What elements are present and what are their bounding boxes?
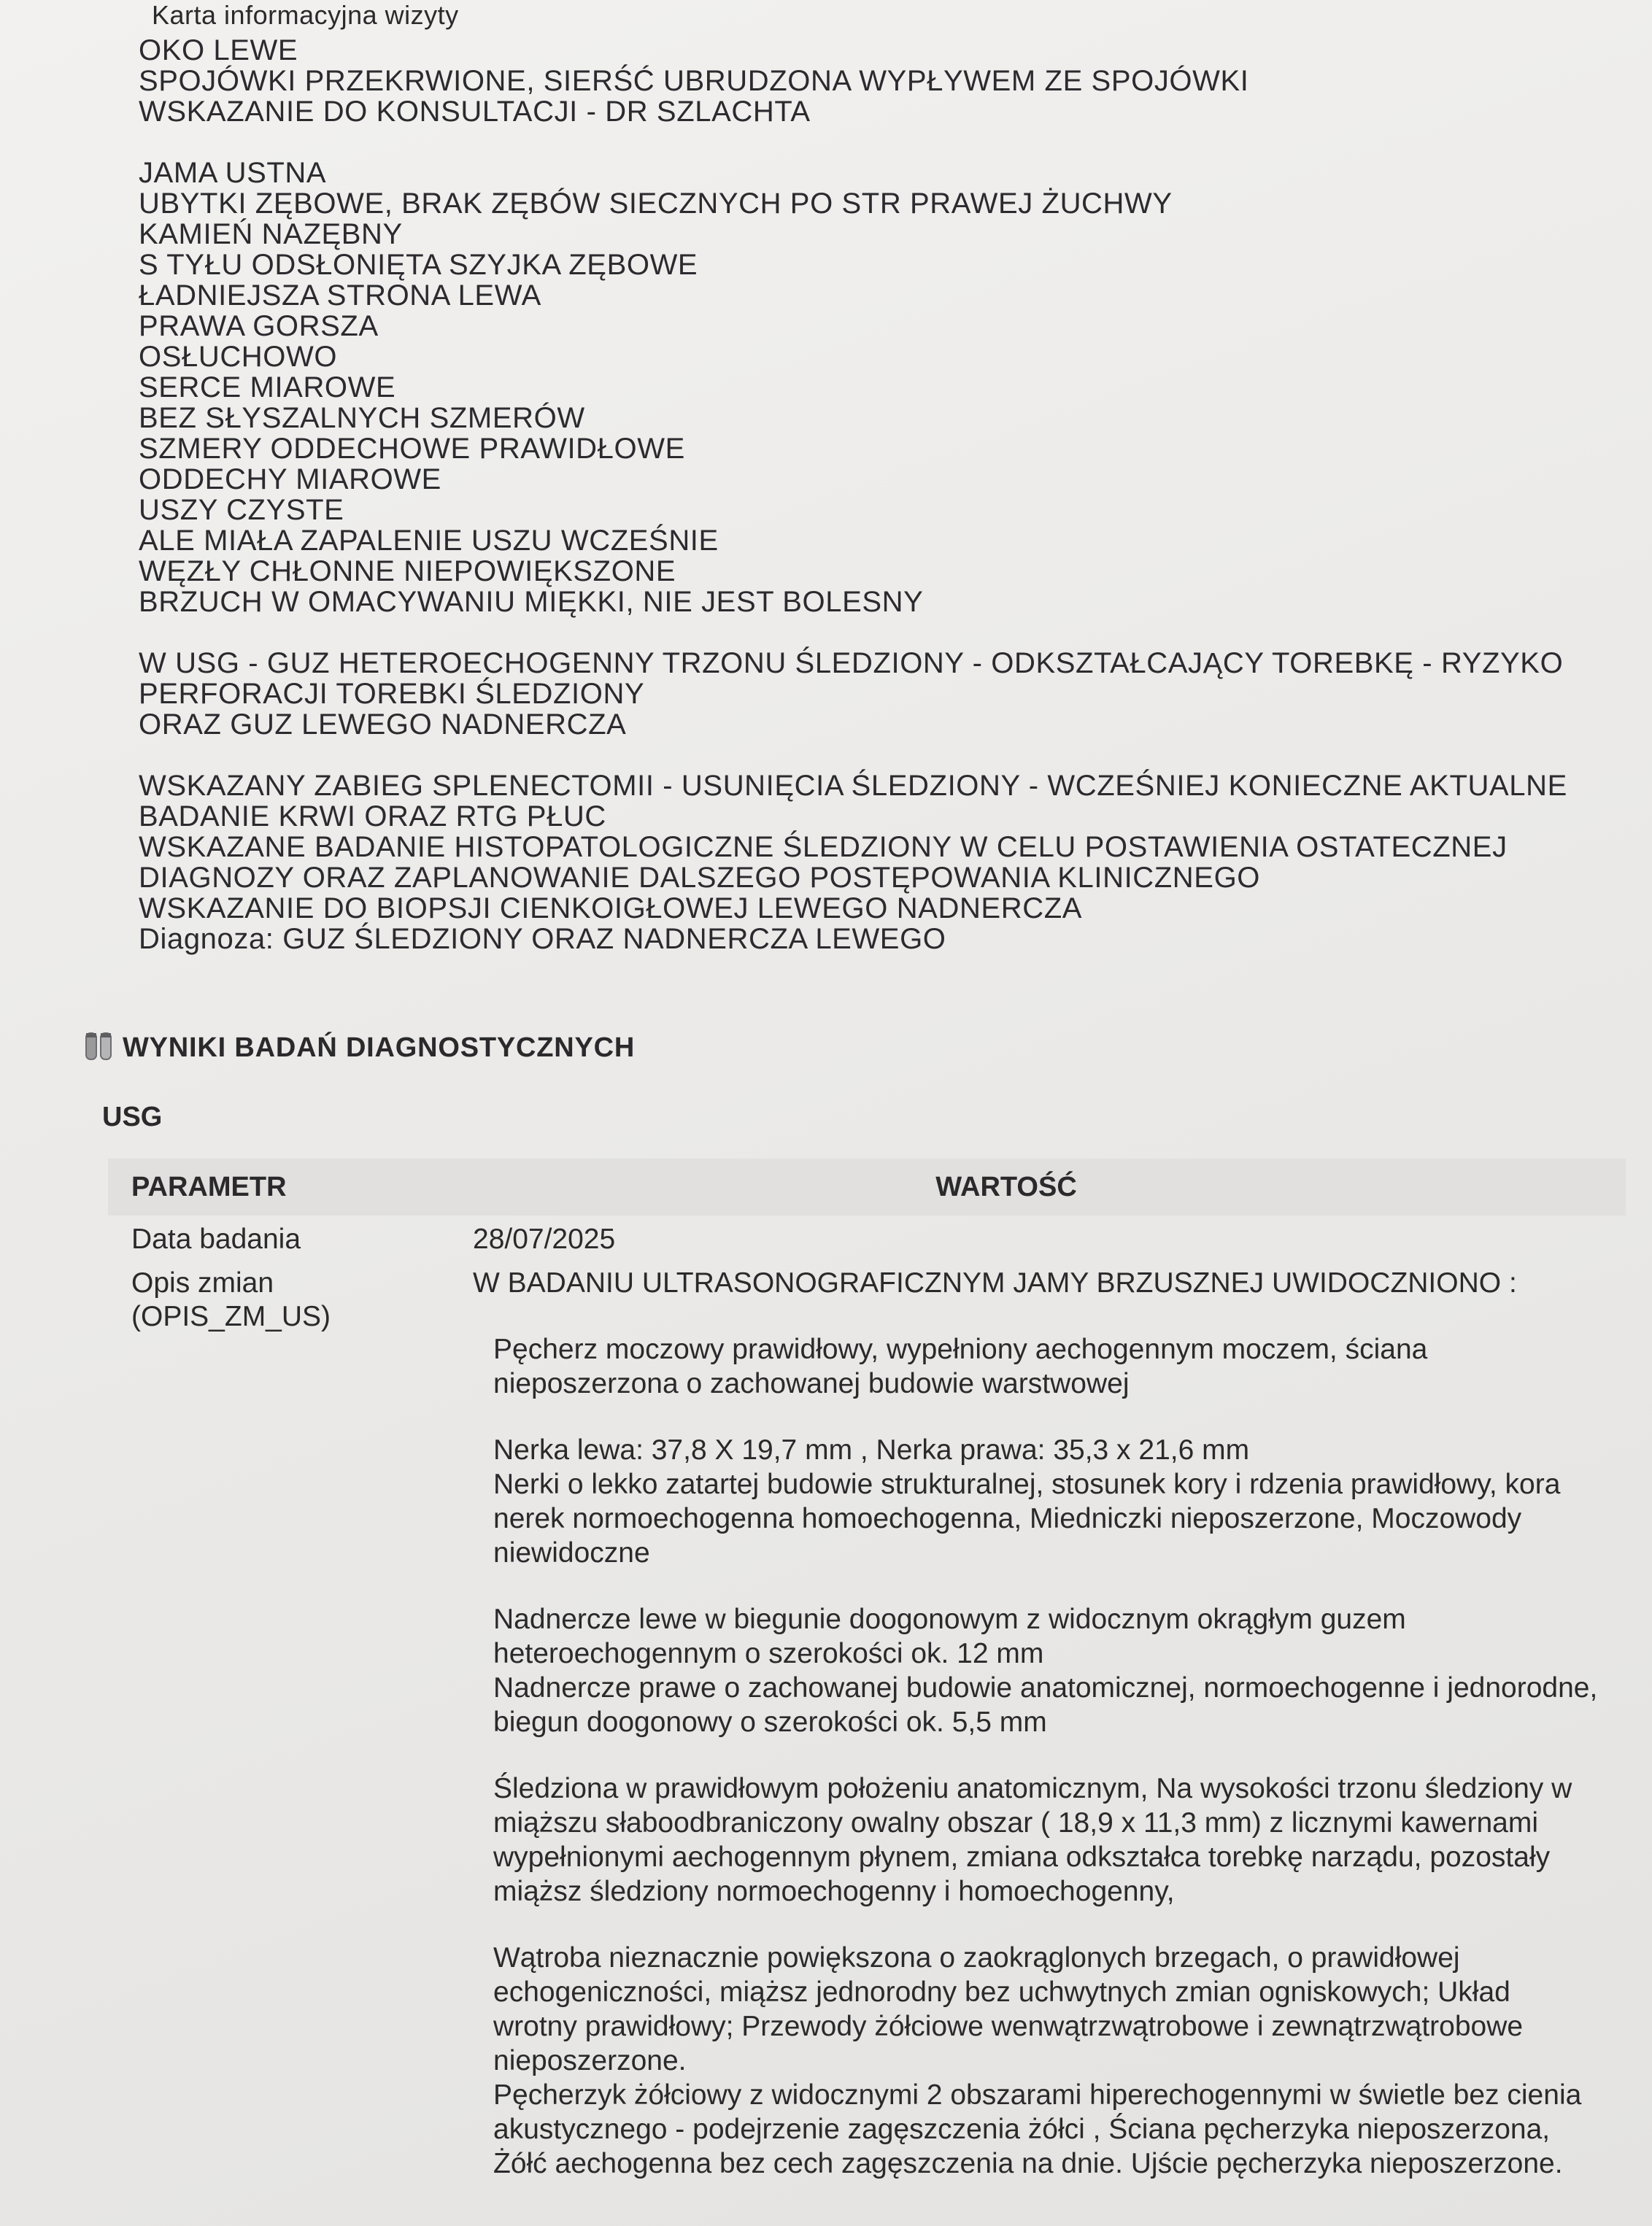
description-line: Pęcherzyk żółciowy z widocznymi 2 obszarami hiperechogennymi w świetle bez cienia: [493, 2079, 1582, 2111]
description-line: wrotny prawidłowy; Przewody żółciowe wenwątrzwątrobowe i zewnątrzwątrobowe: [493, 2011, 1524, 2042]
description-line: wypełnionymi aechogennym płynem, zmiana odkształca torebkę narządu, pozostały: [493, 1842, 1551, 1873]
notes-line: USZY CZYSTE: [139, 494, 344, 526]
table-header: [108, 1159, 1626, 1216]
notes-line: ALE MIAŁA ZAPALENIE USZU WCZEŚNIE: [139, 525, 719, 557]
description-line: Nadnercze prawe o zachowanej budowie anatomicznej, normoechogenne i jednorodne,: [493, 1672, 1598, 1704]
paragraph-gap: [473, 1401, 1626, 1433]
description-line: miąższ śledziony normoechogenny i homoechogenny,: [493, 1876, 1175, 1907]
paragraph-gap: [473, 1739, 1626, 1771]
description-paragraph: [493, 1602, 1626, 1739]
description-line: miąższu słaboodbraniczony owalny obszar ( 18,9 x 11,3 mm) z licznymi kawernami: [493, 1807, 1538, 1839]
column-header-param: PARAMETR: [131, 1171, 287, 1202]
clinical-notes: [139, 35, 1598, 954]
paragraph-gap: [473, 1300, 1626, 1332]
results-table: [108, 1159, 1626, 2181]
description-line: echogeniczności, miąższ jednorodny bez uchwytnych zmian ogniskowych; Układ: [493, 1976, 1510, 2008]
description-paragraph: [493, 1332, 1626, 1401]
results-section-title: [82, 1030, 635, 1065]
notes-line: JAMA USTNA: [139, 157, 327, 189]
description-paragraph: [493, 1941, 1626, 2181]
description-line: Nerki o lekko zatartej budowie strukturalnej, stosunek kory i rdzenia prawidłowy, kora: [493, 1469, 1561, 1500]
notes-line: ODDECHY MIAROWE: [139, 463, 441, 495]
notes-line: BRZUCH W OMACYWANIU MIĘKKI, NIE JEST BOLESNY: [139, 586, 924, 618]
notes-line: DIAGNOZY ORAZ ZAPLANOWANIE DALSZEGO POSTĘPOWANIA KLINICZNEGO: [139, 862, 1260, 894]
notes-line: KAMIEŃ NAZĘBNY: [139, 218, 403, 250]
description-line: heteroechogennym o szerokości ok. 12 mm: [493, 1638, 1044, 1669]
notes-line: OSŁUCHOWO: [139, 341, 338, 373]
notes-line: SZMERY ODDECHOWE PRAWIDŁOWE: [139, 433, 685, 465]
notes-line: BEZ SŁYSZALNYCH SZMERÓW: [139, 402, 585, 434]
notes-line: SPOJÓWKI PRZEKRWIONE, SIERŚĆ UBRUDZONA WYPŁYWEM ZE SPOJÓWKI: [139, 65, 1249, 97]
description-label-line-1: Opis zmian: [131, 1267, 274, 1299]
description-line: akustycznego - podejrzenie zagęszczenia żółci , Ściana pęcherzyka nieposzerzona,: [493, 2114, 1551, 2145]
notes-line: WSKAZANIE DO KONSULTACJI - DR SZLACHTA: [139, 96, 811, 128]
notes-line: ŁADNIEJSZA STRONA LEWA: [139, 279, 541, 312]
description-line: biegun doogonowy o szerokości ok. 5,5 mm: [493, 1707, 1047, 1738]
description-line: niewidoczne: [493, 1537, 650, 1569]
results-title-text: WYNIKI BADAŃ DIAGNOSTYCZNYCH: [123, 1032, 636, 1063]
description-value: [473, 1267, 1626, 2181]
description-line: Nerka lewa: 37,8 X 19,7 mm , Nerka prawa: 35,3 x 21,6 mm: [493, 1434, 1250, 1466]
description-paragraph: [493, 1771, 1626, 1909]
description-label-line-2: (OPIS_ZM_US): [131, 1301, 331, 1332]
notes-line: PERFORACJI TOREBKI ŚLEDZIONY: [139, 678, 645, 710]
notes-line: ORAZ GUZ LEWEGO NADNERCZA: [139, 708, 627, 741]
description-line: nerek normoechogenna homoechogenna, Miedniczki nieposzerzone, Moczowody: [493, 1503, 1522, 1534]
description-label: [108, 1267, 473, 2181]
notes-line: WĘZŁY CHŁONNE NIEPOWIĘKSZONE: [139, 555, 676, 587]
notes-line: OKO LEWE: [139, 34, 298, 66]
description-paragraph: [493, 1433, 1626, 1570]
notes-line: BADANIE KRWI ORAZ RTG PŁUC: [139, 800, 606, 832]
notes-line: SERCE MIAROWE: [139, 371, 396, 403]
table-row-date: [108, 1223, 1626, 1256]
description-line: Żółć aechogenna bez cech zagęszczenia na dnie. Ujście pęcherzyka nieposzerzone.: [493, 2148, 1563, 2179]
notes-gap: [139, 127, 1598, 158]
paragraph-gap: [473, 1570, 1626, 1602]
description-line: nieposzerzone.: [493, 2045, 687, 2076]
test-tubes-icon: [82, 1030, 117, 1065]
notes-line: WSKAZANIE DO BIOPSJI CIENKOIGŁOWEJ LEWEGO NADNERCZA: [139, 892, 1083, 924]
notes-line: S TYŁU ODSŁONIĘTA SZYJKA ZĘBOWE: [139, 249, 698, 281]
description-line: nieposzerzona o zachowanej budowie warstwowej: [493, 1368, 1130, 1399]
description-intro: W BADANIU ULTRASONOGRAFICZNYM JAMY BRZUSZNEJ UWIDOCZNIONO :: [473, 1267, 1517, 1299]
notes-line: WSKAZANE BADANIE HISTOPATOLOGICZNE ŚLEDZIONY W CELU POSTAWIENIA OSTATECZNEJ: [139, 831, 1508, 863]
column-header-value: WARTOŚĆ: [935, 1171, 1077, 1202]
table-row-description: [108, 1267, 1626, 2181]
notes-line: Diagnoza: GUZ ŚLEDZIONY ORAZ NADNERCZA LEWEGO: [139, 923, 946, 955]
notes-line: WSKAZANY ZABIEG SPLENECTOMII - USUNIĘCIA ŚLEDZIONY - WCZEŚNIEJ KONIECZNE AKTUALNE: [139, 770, 1567, 802]
notes-line: UBYTKI ZĘBOWE, BRAK ZĘBÓW SIECZNYCH PO STR PRAWEJ ŻUCHWY: [139, 188, 1173, 220]
date-value: 28/07/2025: [473, 1224, 616, 1255]
document-header: Karta informacyjna wizyty: [152, 0, 459, 30]
description-line: Nadnercze lewe w biegunie doogonowym z widocznym okrągłym guzem: [493, 1604, 1406, 1635]
date-label: Data badania: [131, 1224, 301, 1255]
description-line: Pęcherz moczowy prawidłowy, wypełniony aechogennym moczem, ściana: [493, 1334, 1428, 1365]
description-line: Śledziona w prawidłowym położeniu anatomicznym, Na wysokości trzonu śledziony w: [493, 1773, 1572, 1804]
notes-gap: [139, 740, 1598, 770]
notes-gap: [139, 617, 1598, 648]
description-line: Wątroba nieznacznie powiększona o zaokrąglonych brzegach, o prawidłowej: [493, 1942, 1460, 1974]
notes-line: W USG - GUZ HETEROECHOGENNY TRZONU ŚLEDZIONY - ODKSZTAŁCAJĄCY TOREBKĘ - RYZYKO: [139, 647, 1564, 679]
exam-type-label: USG: [102, 1102, 163, 1132]
description-paragraphs: [473, 1300, 1626, 2181]
paragraph-gap: [473, 1909, 1626, 1941]
notes-line: PRAWA GORSZA: [139, 310, 379, 342]
